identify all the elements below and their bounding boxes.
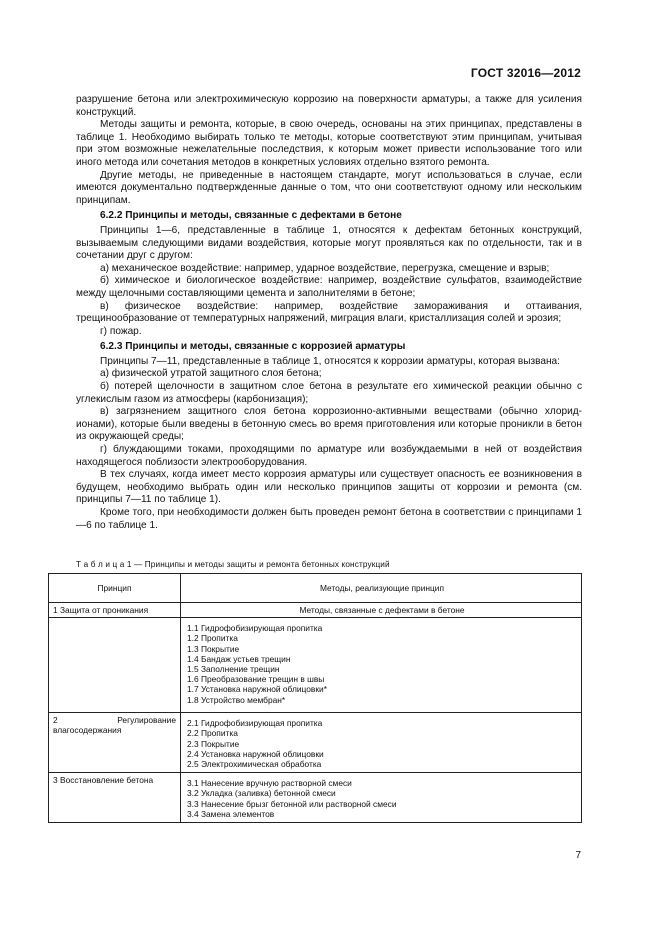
method-item: 2.3 Покрытие [187,738,240,749]
table-row [49,713,582,773]
method-item: 1.8 Устройство мембран* [187,694,286,705]
principle-cell: 2 Регулирование влагосодержания [49,713,181,773]
paragraph: г) пожар. [100,325,142,337]
method-item: 3.3 Нанесение брызг бетонной или растворной смеси [187,798,397,809]
method-item: 2.2 Пропитка [187,728,238,739]
paragraph: Кроме того, при необходимости должен быть проведен ремонт бетона в соответствии с принципами 1—6 по таблице 1. [76,507,582,531]
method-item: 1.1 Гидрофобизирующая пропитка [187,623,323,634]
method-item: 1.5 Заполнение трещин [187,664,280,675]
principle-cell [49,618,181,713]
method-item: 1.6 Преобразование трещин в швы [187,674,325,685]
paragraph: б) химическое и биологическое воздействие: например, воздействие сульфатов, взаимодействие между щелочными составляющими цемента и заполнителями в бетоне; [76,275,582,299]
method-item: 2.4 Установка наружной облицовки [187,748,324,759]
method-item: 3.2 Укладка (заливка) бетонной смеси [187,788,336,799]
methods-cell [181,618,582,713]
paragraph: б) потерей щелочности в защитном слое бетона в результате его химической реакции обычно с углекислым газом из атмосферы (карбонизация); [76,381,582,405]
methods-cell [181,713,582,773]
column-header-methods: Методы, реализующие принцип [181,574,582,603]
method-item: 1.7 Установка наружной облицовки* [187,684,327,695]
section-heading: 6.2.3 Принципы и методы, связанные с коррозией арматуры [100,341,406,353]
method-item: 1.3 Покрытие [187,643,240,654]
page-number: 7 [575,850,581,861]
standard-header: ГОСТ 32016—2012 [470,66,581,80]
table-header-row [49,574,582,603]
method-item: 2.5 Электрохимическая обработка [187,759,322,770]
method-item: 1.2 Пропитка [187,633,238,644]
paragraph: Другие методы, не приведенные в настоящем стандарте, могут использоваться в случае, если имеются документально подтвержденные данные о том, что они соответствуют одному или нескольким принципам. [76,169,582,206]
paragraph: разрушение бетона или электрохимическую коррозию на поверхности арматуры, а также для усиления конструкций. [76,94,582,118]
principles-table [48,573,582,823]
paragraph: г) блуждающими токами, проходящими по арматуре или возбуждаемыми в ней от воздействия находящегося поблизости электрооборудования. [76,444,582,468]
principle-cell: 3 Восстановление бетона [49,773,181,823]
paragraph: В тех случаях, когда имеет место коррозия арматуры или существует опасность ее возникновения в будущем, необходимо выбрать один или несколько принципов защиты от коррозии и ремонта (см. принципы 7—11 по таблице 1). [76,469,582,506]
paragraph: Методы защиты и ремонта, которые, в свою очередь, основаны на этих принципах, представлены в таблице 1. Необходимо выбирать только те методы, которые соответствуют этим принципам, учитывая при этом возможные нежелательные последствия, к которым может привести использование того или иного метода или сочетания методов в конкретных условиях отдельно взятого ремонта. [76,119,582,168]
paragraph: в) физическое воздействие: например, воздействие замораживания и оттаивания, трещинообразование от температурных напряжений, миграция влаги, кристаллизация солей и эрозия; [76,300,582,325]
method-item: 3.1 Нанесение вручную растворной смеси [187,778,352,789]
method-item: 2.1 Гидрофобизирующая пропитка [187,718,323,729]
section-heading: 6.2.2 Принципы и методы, связанные с дефектами в бетоне [100,210,402,222]
table-row [49,618,582,713]
method-item: 3.4 Замена элементов [187,808,275,819]
table-row [49,603,582,618]
principle-cell: 1 Защита от проникания [49,603,181,618]
methods-cell: Методы, связанные с дефектами в бетоне [181,603,582,618]
column-header-principle: Принцип [49,574,181,603]
paragraph: Принципы 7—11, представленные в таблице 1, относятся к коррозии арматуры, которая вызвана: [100,355,560,367]
paragraph: а) механическое воздействие: например, ударное воздействие, перегрузка, смещение и взрыв; [100,262,550,274]
table-caption: Т а б л и ц а 1 — Принципы и методы защиты и ремонта бетонных конструкций [76,560,390,569]
table-row [49,773,582,823]
method-item: 1.4 Бандаж устьев трещин [187,653,291,664]
body-text [76,94,582,532]
paragraph: в) загрязнением защитного слоя бетона коррозионно-активными веществами (обычно хлорид-ионами), которые были введены в бетонную смесь во время приготовления или которые проникли в бетон из окружающей среды; [76,406,582,443]
methods-cell [181,773,582,823]
paragraph: Принципы 1—6, представленные в таблице 1, относятся к дефектам бетонных конструкций, вызываемым следующими видами воздействия, которые могут проявляться как по отдельности, так и в сочетании друг с другом: [76,224,582,262]
paragraph: а) физической утратой защитного слоя бетона; [100,368,322,380]
